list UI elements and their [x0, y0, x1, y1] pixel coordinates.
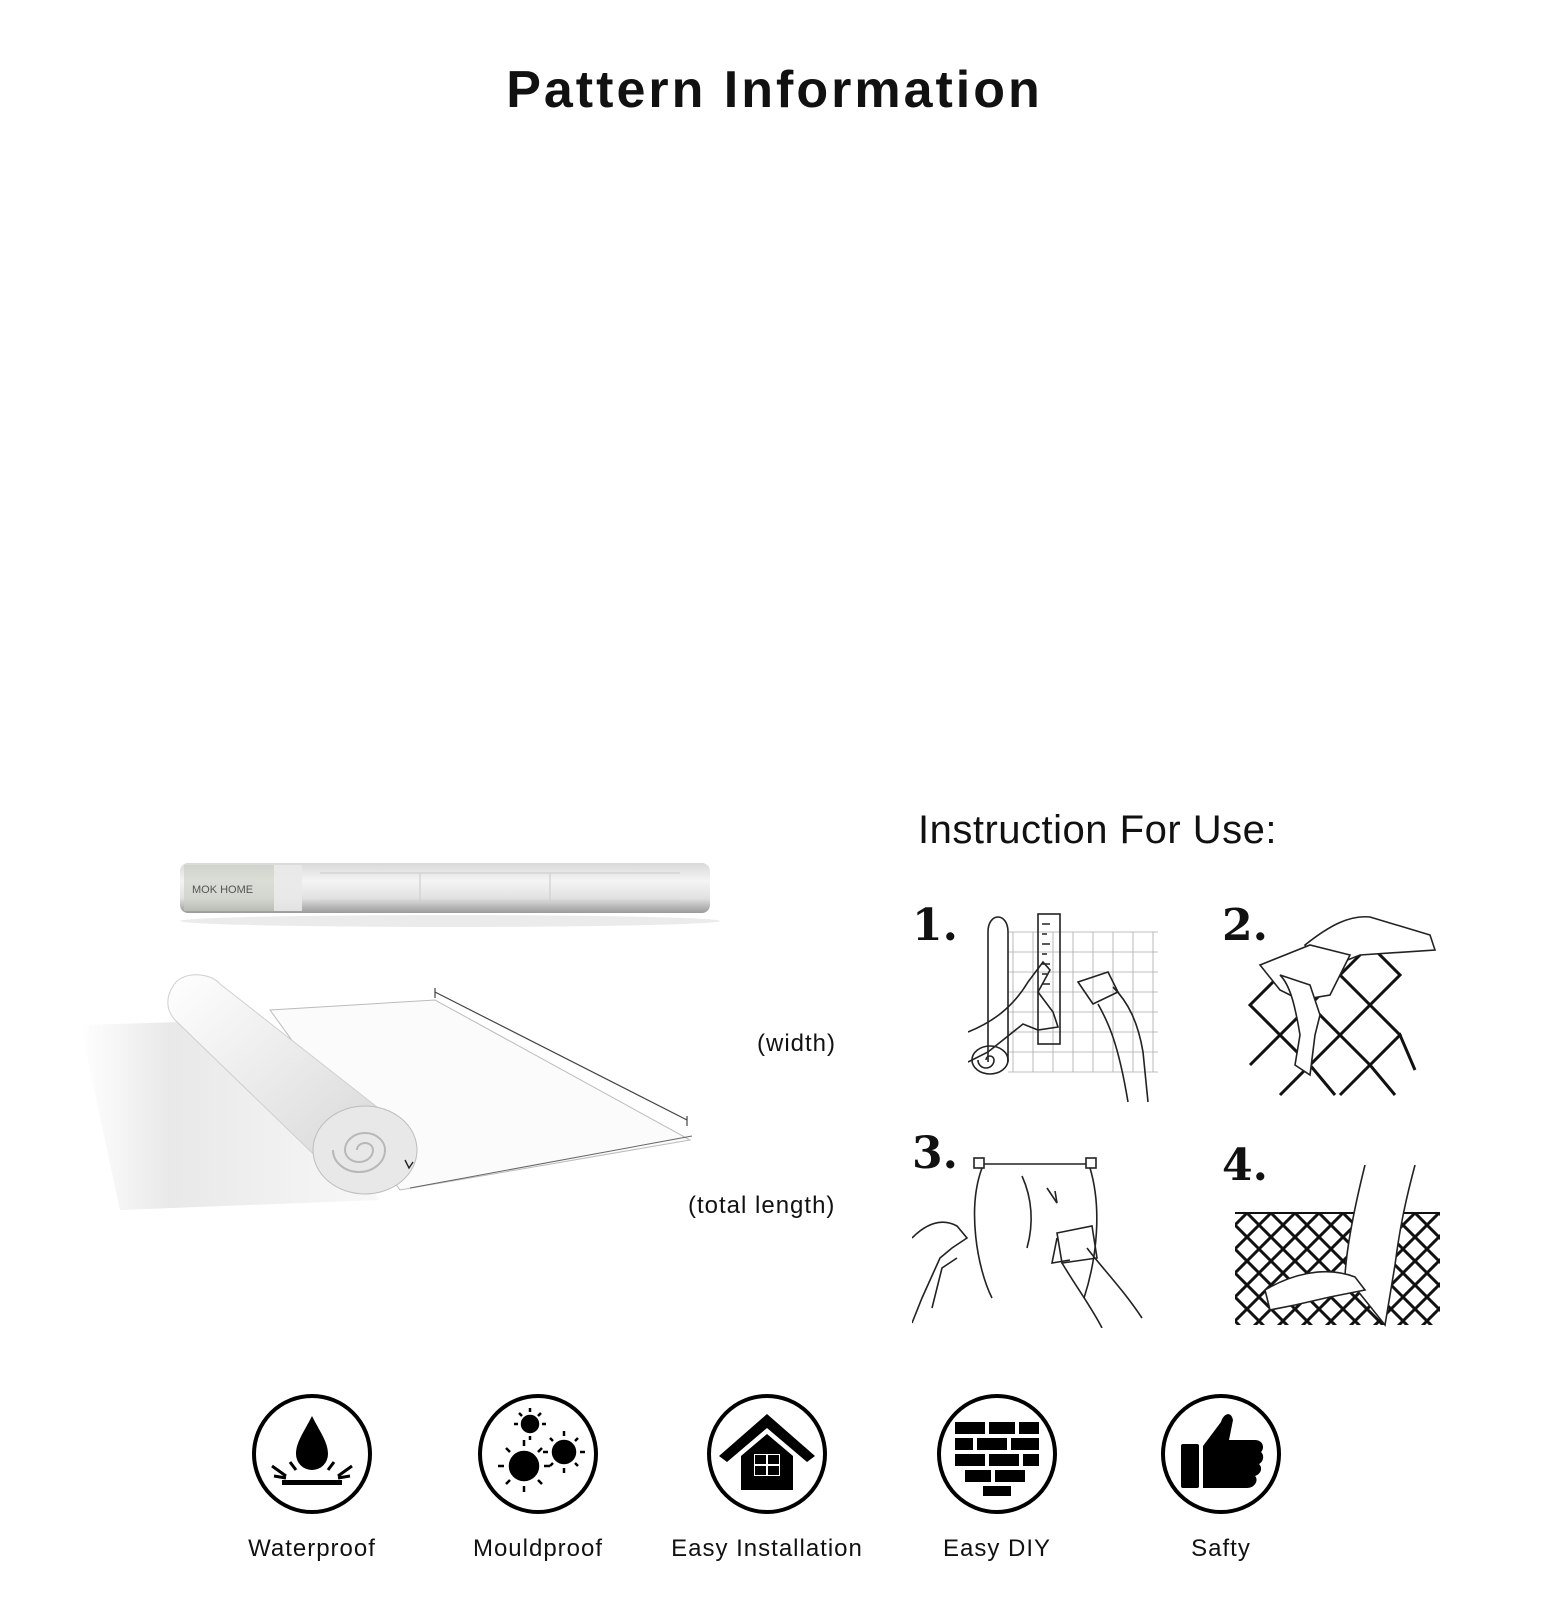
feature-safety — [1101, 1392, 1341, 1563]
instructions-heading: Instruction For Use: — [918, 808, 1278, 852]
total-length-label: (total length) — [688, 1192, 836, 1219]
feature-label: Mouldproof — [472, 1535, 604, 1562]
width-label: (width) — [757, 1030, 837, 1057]
step-3-smooth-illustration — [912, 1148, 1152, 1328]
step-1-measure-cut-illustration — [968, 912, 1178, 1112]
step-number-3: 3. — [912, 1128, 958, 1179]
mould-spores-icon — [476, 1392, 600, 1516]
step-number-4: 4. — [1222, 1140, 1268, 1191]
feature-label: Safty — [1191, 1535, 1251, 1562]
feature-easy-installation — [647, 1392, 887, 1563]
feature-waterproof — [192, 1392, 432, 1563]
feature-label: Easy DIY — [942, 1535, 1052, 1562]
feature-mouldproof — [418, 1392, 658, 1563]
wallpaper-roll-image — [170, 855, 730, 935]
water-drop-icon — [250, 1392, 374, 1516]
house-icon — [705, 1392, 829, 1516]
step-2-peel-illustration — [1240, 905, 1440, 1105]
unrolled-wallpaper-image — [80, 960, 720, 1220]
step-number-1: 1. — [912, 900, 958, 951]
brick-wall-icon — [935, 1392, 1059, 1516]
feature-easy-diy — [877, 1392, 1117, 1563]
thumbs-up-icon — [1159, 1392, 1283, 1516]
step-number-2: 2. — [1222, 900, 1268, 951]
svg-text:MOK HOME: MOK HOME — [192, 884, 254, 896]
step-4-finish-illustration — [1235, 1165, 1445, 1330]
feature-label: Easy Installation — [671, 1535, 863, 1562]
feature-label: Waterproof — [248, 1535, 376, 1562]
page-title: Pattern Information — [506, 61, 1043, 119]
